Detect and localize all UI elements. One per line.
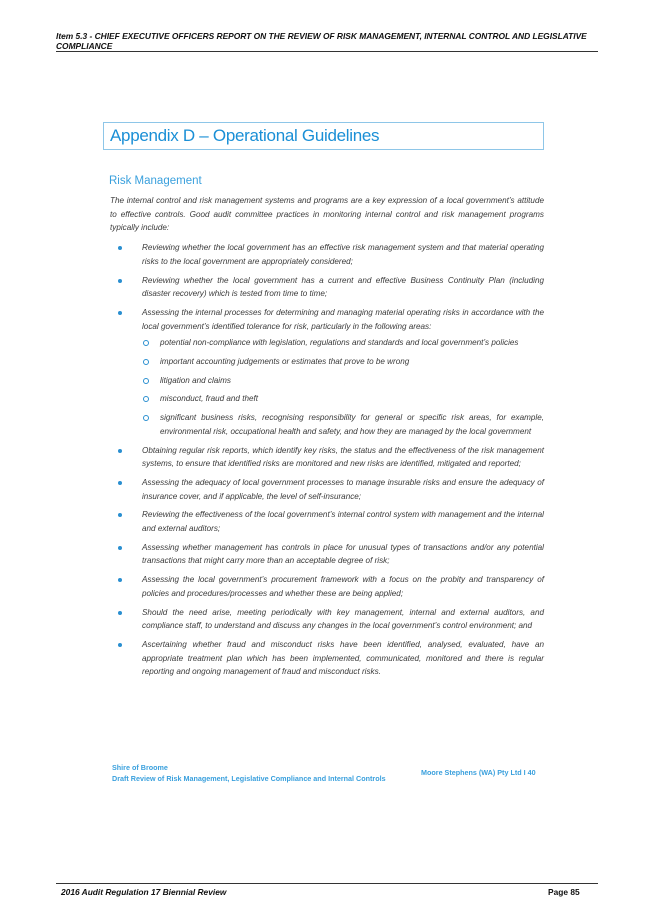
- bullet-circle-icon: [143, 396, 149, 402]
- bullet-circle-icon: [143, 359, 149, 365]
- sub-bullet-list: [142, 336, 544, 438]
- list-item: Assessing the adequacy of local government processes to manage insurable risks and ensure the adequacy of insurance cover, and if applicable, the level of self-insurance;: [110, 476, 544, 503]
- page-footer-title: 2016 Audit Regulation 17 Biennial Review: [61, 887, 227, 897]
- sub-list-item: significant business risks, recognising responsibility for general or specific risk areas, for example, environmental risk, occupational health and safety, and how they are managed by the local government: [142, 411, 544, 438]
- footer-divider: [56, 883, 598, 884]
- section-body: [110, 194, 544, 684]
- document-title: Draft Review of Risk Management, Legislative Compliance and Internal Controls: [112, 774, 386, 783]
- org-name: Shire of Broome: [112, 763, 168, 772]
- bullet-circle-icon: [143, 378, 149, 384]
- list-item: Assessing the internal processes for determining and managing material operating risks in accordance with the local government’s identified tolerance for risk, particularly in the following areas: potential non-compliance with legislation, regulations and standards and local government’s policies important accounting judgements or estimates that prove to be wrong litigation and claims misconduct, fraud and theft significant business risks, recognising responsibility for general or specific risk areas, for example, environmental risk, occupational health and safety, and how they are managed by the local government: [110, 306, 544, 439]
- sub-list-item: potential non-compliance with legislation, regulations and standards and local government’s policies: [142, 336, 544, 350]
- list-item: Reviewing whether the local government has an effective risk management system and that material operating risks to the local government are appropriately considered;: [110, 241, 544, 268]
- page-number: Page 85: [548, 887, 580, 897]
- list-item: Ascertaining whether fraud and misconduct risks have been identified, analysed, evaluated, have an appropriate treatment plan which has been implemented, communicated, monitored and there is regular reporting and ongoing management of fraud and misconduct risks.: [110, 638, 544, 679]
- bullet-dot-icon: [118, 246, 122, 250]
- report-footer-left: [112, 762, 386, 784]
- bullet-dot-icon: [118, 546, 122, 550]
- agenda-item-header: Item 5.3 - CHIEF EXECUTIVE OFFICERS REPORT ON THE REVIEW OF RISK MANAGEMENT, INTERNAL CONTROL AND LEGISLATIVE COMPLIANCE: [56, 31, 587, 51]
- list-item: Assessing the local government’s procurement framework with a focus on the probity and transparency of policies and procedures/processes and whether these are being applied;: [110, 573, 544, 600]
- bullet-dot-icon: [118, 643, 122, 647]
- bullet-dot-icon: [118, 311, 122, 315]
- header-divider: [56, 51, 598, 52]
- bullet-circle-icon: [143, 340, 149, 346]
- intro-paragraph: The internal control and risk management systems and programs are a key expression of a local government’s attitude to effective controls. Good audit committee practices in monitoring internal control and risk management programs typically include:: [110, 196, 544, 233]
- sub-list-item: litigation and claims: [142, 374, 544, 388]
- appendix-title: Appendix D – Operational Guidelines: [110, 126, 380, 145]
- bullet-dot-icon: [118, 279, 122, 283]
- bullet-dot-icon: [118, 481, 122, 485]
- bullet-dot-icon: [118, 611, 122, 615]
- firm-page-number: Moore Stephens (WA) Pty Ltd I 40: [421, 768, 536, 777]
- sub-list-item: misconduct, fraud and theft: [142, 392, 544, 406]
- bullet-dot-icon: [118, 513, 122, 517]
- list-item: Reviewing whether the local government has a current and effective Business Continuity Plan (including disaster recovery) which is tested from time to time;: [110, 274, 544, 301]
- bullet-list: [110, 241, 544, 679]
- bullet-dot-icon: [118, 578, 122, 582]
- list-item: Assessing whether management has controls in place for unusual types of transactions and/or any potential transactions that might carry more than an acceptable degree of risk;: [110, 541, 544, 568]
- list-item: Reviewing the effectiveness of the local government’s internal control system with management and the internal and external auditors;: [110, 508, 544, 535]
- bullet-circle-icon: [143, 415, 149, 421]
- sub-list-item: important accounting judgements or estimates that prove to be wrong: [142, 355, 544, 369]
- section-heading: Risk Management: [109, 175, 202, 187]
- list-item: Obtaining regular risk reports, which identify key risks, the status and the effectiveness of the risk management systems, to ensure that identified risks are monitored and new risks are identified, mitigated and reported;: [110, 444, 544, 471]
- bullet-dot-icon: [118, 449, 122, 453]
- list-item: Should the need arise, meeting periodically with key management, internal and external auditors, and compliance staff, to understand and discuss any changes in the local government’s control environment; and: [110, 606, 544, 633]
- appendix-title-box: [103, 122, 544, 150]
